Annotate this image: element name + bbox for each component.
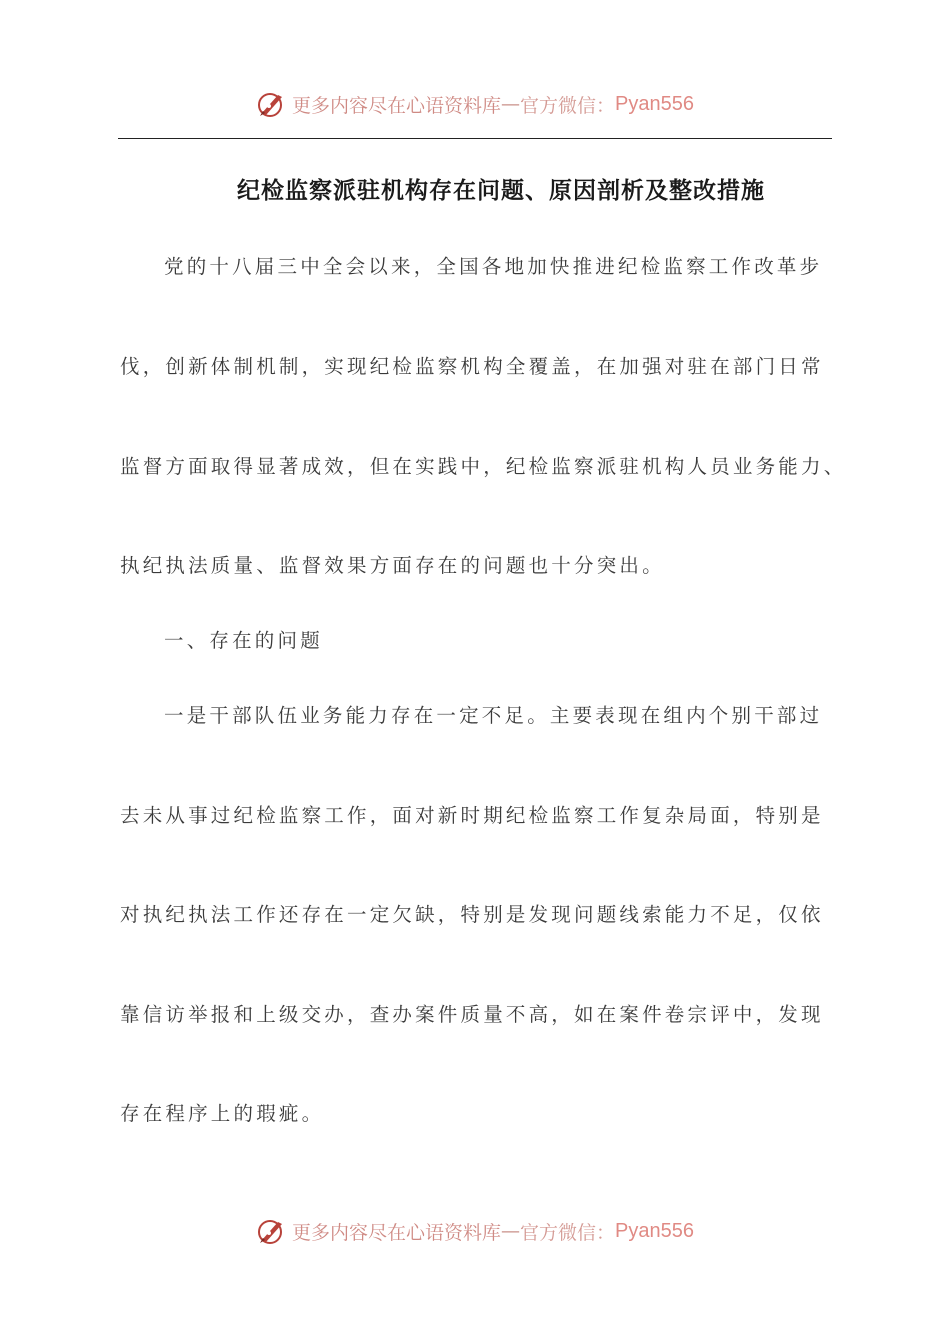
banner-wechat-id: Pyan556 xyxy=(615,92,694,115)
body-line: 伐，创新体制机制，实现纪检监察机构全覆盖，在加强对驻在部门日常 xyxy=(120,355,824,378)
section-heading: 一、存在的问题 xyxy=(164,629,323,652)
body-line: 存在程序上的瑕疵。 xyxy=(120,1102,325,1125)
body-line: 去未从事过纪检监察工作，面对新时期纪检监察工作复杂局面，特别是 xyxy=(120,804,824,827)
body-line: 执纪执法质量、监督效果方面存在的问题也十分突出。 xyxy=(120,554,665,577)
header-divider xyxy=(118,138,832,139)
banner-slogan: 更多内容尽在心语资料库 xyxy=(292,1221,502,1244)
header-banner xyxy=(0,84,950,124)
banner-separator: — xyxy=(501,93,521,115)
footer-banner xyxy=(0,1211,950,1251)
pen-logo-icon xyxy=(256,1216,286,1246)
banner-wechat-id: Pyan556 xyxy=(615,1219,694,1242)
body-line: 一是干部队伍业务能力存在一定不足。主要表现在组内个别干部过 xyxy=(164,704,823,727)
banner-separator: — xyxy=(501,1220,521,1242)
body-line: 靠信访举报和上级交办，查办案件质量不高，如在案件卷宗评中，发现 xyxy=(120,1003,824,1026)
banner-slogan: 更多内容尽在心语资料库 xyxy=(292,94,502,117)
banner-wechat-label: 官方微信： xyxy=(520,1221,616,1244)
pen-logo-icon xyxy=(256,89,286,119)
body-line: 对执纪执法工作还存在一定欠缺，特别是发现问题线索能力不足，仅依 xyxy=(120,903,824,926)
document-title: 纪检监察派驻机构存在问题、原因剖析及整改措施 xyxy=(237,177,765,204)
body-line: 监督方面取得显著成效，但在实践中，纪检监察派驻机构人员业务能力、 xyxy=(120,455,847,478)
body-line: 党的十八届三中全会以来，全国各地加快推进纪检监察工作改革步 xyxy=(164,255,823,278)
banner-wechat-label: 官方微信： xyxy=(520,94,616,117)
